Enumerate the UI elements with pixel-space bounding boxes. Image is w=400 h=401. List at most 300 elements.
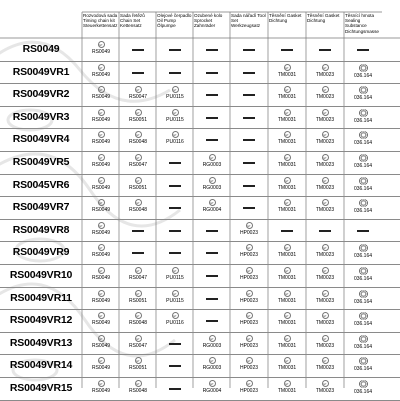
table-cell (83, 242, 119, 263)
part-number: TM0023 (315, 252, 335, 259)
brand-logo-icon: ET (322, 244, 329, 251)
part-number: RS0049 (91, 320, 111, 327)
table-cell (194, 355, 230, 376)
part-number: RG0003 (202, 342, 222, 349)
table-row (0, 309, 400, 333)
part-number: HP0023 (239, 275, 259, 281)
table-cell (83, 378, 119, 399)
table-row (0, 354, 400, 378)
sealant-icon (359, 109, 368, 117)
table-cell (157, 62, 193, 83)
part-number: 036.164 (353, 163, 373, 169)
part-number: RS0047 (128, 342, 148, 349)
brand-logo-icon: ET (322, 267, 329, 274)
brand-logo-icon: ET (135, 290, 142, 297)
kit-code: RS0049VR3 (12, 110, 70, 123)
table-cell (157, 39, 193, 60)
table-cell (120, 62, 156, 83)
sealant-icon (359, 290, 368, 298)
table-cell (345, 288, 381, 309)
kit-code: RS0049VR4 (12, 133, 70, 146)
part-number: 036.164 (353, 140, 373, 147)
not-included-dash (169, 230, 181, 232)
not-included-dash (357, 230, 369, 232)
brand-logo-icon: ET (98, 131, 105, 138)
table-cell (157, 288, 193, 309)
table-cell (194, 288, 230, 309)
table-cell (269, 310, 305, 331)
table-cell (83, 84, 119, 105)
brand-logo-icon: ET (172, 290, 179, 297)
brand-logo-icon: ET (284, 290, 291, 297)
part-number: RS0049 (91, 388, 111, 394)
part-number: RS0048 (128, 388, 148, 394)
brand-logo-icon: ET (322, 290, 329, 297)
table-cell (194, 175, 230, 196)
not-included-dash (243, 207, 255, 209)
table-cell (120, 175, 156, 196)
table-cell (157, 265, 193, 286)
kit-code: RS0049VR5 (12, 156, 70, 168)
table-cell (83, 265, 119, 286)
part-number: RS0049 (91, 275, 111, 281)
part-number: HP0023 (239, 229, 259, 236)
part-number: RG0004 (202, 388, 222, 394)
sealant-icon (359, 312, 368, 320)
column-header-3: Olejové čerpadlo Oil Pump Ölpumpe (157, 13, 192, 29)
brand-logo-icon: ET (98, 312, 105, 319)
part-number: PU0115 (166, 275, 184, 281)
part-number: RS0049 (91, 252, 111, 259)
brand-logo-icon: ET (135, 267, 142, 274)
table-cell (157, 129, 193, 150)
part-number: TM0023 (315, 139, 335, 146)
brand-logo-icon: ET (98, 380, 105, 387)
brand-logo-icon: ET (246, 357, 253, 364)
not-included-dash (169, 185, 181, 187)
table-cell (157, 242, 193, 263)
not-included-dash (206, 49, 218, 51)
table-row (0, 377, 400, 401)
part-number: RS0047 (128, 275, 148, 281)
table-cell (83, 333, 119, 354)
part-number: TM0023 (315, 116, 335, 123)
brand-logo-icon: ET (135, 86, 142, 93)
part-number: 036.164 (353, 185, 373, 192)
part-number: TM0031 (277, 139, 297, 146)
part-number: TM0023 (315, 207, 335, 214)
table-cell (231, 288, 267, 309)
part-number: TM0031 (277, 297, 297, 304)
part-number: TM0023 (315, 184, 335, 191)
brand-logo-icon: ET (284, 177, 291, 184)
sealant-icon (359, 131, 368, 139)
part-number: TM0031 (277, 388, 297, 394)
part-number: TM0031 (277, 275, 297, 281)
not-included-dash (281, 230, 293, 232)
brand-logo-icon: ET (284, 86, 291, 93)
table-cell (83, 288, 119, 309)
table-cell (269, 84, 305, 105)
part-number: 036.164 (353, 72, 373, 79)
part-number: RS0048 (128, 320, 148, 327)
sealant-icon (359, 199, 368, 207)
part-number: TM0031 (277, 320, 297, 327)
not-included-dash (169, 49, 181, 51)
table-cell (194, 378, 230, 399)
sealant-icon (359, 380, 368, 388)
brand-logo-icon: ET (284, 312, 291, 319)
brand-logo-icon: ET (98, 177, 105, 184)
table-cell (120, 333, 156, 354)
part-number: RS0049 (91, 71, 111, 78)
kit-code: RS0049 (22, 43, 60, 55)
table-cell (269, 129, 305, 150)
brand-logo-icon: ET (135, 312, 142, 319)
part-number: TM0023 (315, 342, 335, 349)
part-number: TM0031 (277, 342, 297, 349)
table-cell (231, 265, 267, 286)
brand-logo-icon: ET (98, 222, 105, 229)
part-number: TM0031 (277, 116, 297, 123)
brand-logo-icon: ET (209, 335, 216, 342)
part-number: PU0116 (166, 320, 184, 327)
table-cell (231, 378, 267, 399)
table-cell (194, 62, 230, 83)
part-number: TM0031 (277, 71, 297, 78)
column-header-7: Těsnění Gasket Dichtung (307, 13, 340, 24)
brand-logo-icon: ET (98, 335, 105, 342)
table-row (0, 174, 400, 198)
part-number: HP0023 (239, 342, 259, 349)
not-included-dash (319, 230, 331, 232)
table-cell (194, 129, 230, 150)
brand-logo-icon: ET (322, 109, 329, 116)
table-cell (345, 265, 381, 286)
table-cell (231, 152, 267, 173)
table-cell (120, 288, 156, 309)
brand-logo-icon: ET (98, 41, 105, 48)
not-included-dash (132, 230, 144, 232)
part-number: 036.164 (353, 117, 373, 124)
kit-code: RS0049VR14 (9, 359, 73, 372)
kit-code: RS0049VR2 (12, 88, 70, 101)
not-included-dash (206, 72, 218, 74)
part-number: TM0023 (315, 365, 335, 372)
table-cell (345, 378, 381, 399)
sealant-icon (359, 357, 368, 365)
kit-code: RS0049VR13 (9, 336, 73, 349)
parts-table-body (0, 38, 400, 400)
not-included-dash (206, 94, 218, 96)
table-cell (231, 39, 267, 60)
table-cell (345, 355, 381, 376)
brand-logo-icon: ET (246, 267, 253, 274)
part-number: RG0003 (202, 184, 222, 191)
part-number: RG0004 (202, 207, 222, 214)
brand-logo-icon: ET (209, 154, 216, 161)
table-header (0, 0, 400, 40)
table-cell (307, 62, 343, 83)
table-cell (345, 242, 381, 263)
part-number: 036.164 (353, 343, 373, 350)
part-number: RS0049 (91, 162, 111, 168)
table-cell (83, 129, 119, 150)
brand-logo-icon: ET (172, 312, 179, 319)
brand-logo-icon: ET (322, 64, 329, 71)
table-cell (231, 129, 267, 150)
table-cell (194, 333, 230, 354)
brand-logo-icon: ET (135, 154, 142, 161)
brand-logo-icon: ET (284, 335, 291, 342)
table-cell (194, 265, 230, 286)
part-number: TM0031 (277, 184, 297, 191)
part-number: RS0049 (91, 297, 111, 304)
table-row (0, 241, 400, 265)
not-included-dash (206, 320, 218, 322)
table-cell (157, 378, 193, 399)
table-cell (269, 107, 305, 128)
table-cell (345, 310, 381, 331)
table-cell (269, 355, 305, 376)
part-number: RS0049 (91, 342, 111, 349)
brand-logo-icon: ET (284, 131, 291, 138)
not-included-dash (206, 230, 218, 232)
table-cell (157, 84, 193, 105)
table-cell (83, 197, 119, 218)
part-number: TM0023 (315, 71, 335, 78)
table-cell (157, 220, 193, 241)
part-number: RS0051 (128, 297, 148, 304)
table-cell (194, 310, 230, 331)
table-row (0, 264, 400, 288)
not-included-dash (243, 94, 255, 96)
brand-logo-icon: ET (135, 199, 142, 206)
brand-logo-icon: ET (172, 86, 179, 93)
sealant-icon (359, 267, 368, 275)
table-cell (231, 175, 267, 196)
part-number: HP0023 (239, 365, 259, 372)
brand-logo-icon: ET (98, 290, 105, 297)
part-number: TM0031 (277, 252, 297, 259)
not-included-dash (132, 72, 144, 74)
table-cell (269, 288, 305, 309)
table-cell (157, 333, 193, 354)
brand-logo-icon: ET (172, 267, 179, 274)
table-cell (83, 310, 119, 331)
not-included-dash (206, 139, 218, 141)
not-included-dash (206, 252, 218, 254)
brand-logo-icon: ET (284, 64, 291, 71)
table-cell (231, 197, 267, 218)
brand-logo-icon: ET (246, 290, 253, 297)
part-number: 036.164 (353, 366, 373, 373)
brand-logo-icon: ET (322, 131, 329, 138)
table-cell (231, 84, 267, 105)
sealant-icon (359, 335, 368, 343)
table-cell (269, 39, 305, 60)
table-cell (120, 107, 156, 128)
table-row (0, 106, 400, 130)
brand-logo-icon: ET (322, 312, 329, 319)
table-cell (269, 152, 305, 173)
table-cell (307, 107, 343, 128)
brand-logo-icon: ET (322, 199, 329, 206)
part-number: 036.164 (353, 276, 373, 282)
brand-logo-icon: ET (135, 380, 142, 387)
part-number: HP0023 (239, 297, 259, 304)
not-included-dash (169, 388, 181, 390)
part-number: TM0023 (315, 297, 335, 304)
table-cell (120, 378, 156, 399)
table-cell (194, 242, 230, 263)
table-cell (120, 152, 156, 173)
not-included-dash (243, 139, 255, 141)
brand-logo-icon: ET (135, 109, 142, 116)
part-number: TM0023 (315, 320, 335, 327)
table-cell (120, 197, 156, 218)
part-number: 036.164 (353, 208, 373, 215)
table-row (0, 38, 400, 62)
table-cell (345, 129, 381, 150)
table-cell (157, 310, 193, 331)
brand-logo-icon: ET (209, 357, 216, 364)
part-number: RS0049 (91, 49, 111, 55)
part-number: PU0115 (166, 94, 184, 101)
table-cell (231, 333, 267, 354)
table-cell (307, 39, 343, 60)
table-cell (345, 39, 381, 60)
brand-logo-icon: ET (284, 199, 291, 206)
part-number: RS0051 (128, 116, 148, 123)
table-cell (231, 62, 267, 83)
table-cell (269, 265, 305, 286)
brand-logo-icon: ET (135, 335, 142, 342)
brand-logo-icon: ET (172, 131, 179, 138)
column-header-4: Ozubené kolo Sprocket Zahnräder (194, 13, 223, 29)
not-included-dash (169, 365, 181, 367)
table-cell (307, 175, 343, 196)
table-cell (307, 129, 343, 150)
brand-logo-icon: ET (98, 267, 105, 274)
brand-logo-icon: ET (284, 154, 291, 161)
table-cell (231, 355, 267, 376)
brand-logo-icon: ET (135, 357, 142, 364)
brand-logo-icon: ET (98, 357, 105, 364)
part-number: RS0048 (128, 139, 148, 146)
brand-logo-icon: ET (322, 154, 329, 161)
part-number: RS0049 (91, 365, 111, 372)
table-cell (194, 107, 230, 128)
table-cell (307, 355, 343, 376)
part-number: 036.164 (353, 389, 373, 395)
table-cell (157, 197, 193, 218)
table-cell (269, 378, 305, 399)
table-cell (157, 152, 193, 173)
table-cell (231, 242, 267, 263)
sealant-icon (359, 86, 368, 94)
kit-code: RS0049VR11 (10, 291, 72, 304)
part-number: TM0023 (315, 388, 335, 394)
not-included-dash (169, 252, 181, 254)
not-included-dash (206, 117, 218, 119)
table-row (0, 151, 400, 175)
kit-code: RS0049VR10 (9, 269, 73, 281)
table-cell (120, 265, 156, 286)
table-cell (83, 39, 119, 60)
table-cell (120, 84, 156, 105)
not-included-dash (281, 49, 293, 51)
brand-logo-icon: ET (322, 357, 329, 364)
table-row (0, 61, 400, 85)
table-cell (345, 333, 381, 354)
brand-logo-icon: ET (322, 380, 329, 387)
brand-logo-icon: ET (322, 177, 329, 184)
part-number: TM0023 (315, 162, 335, 168)
table-cell (307, 333, 343, 354)
part-number: HP0023 (239, 388, 259, 394)
part-number: PU0116 (166, 139, 184, 146)
table-row (0, 287, 400, 311)
table-cell (345, 152, 381, 173)
kit-code: RS0049VR9 (12, 246, 70, 259)
brand-logo-icon: ET (284, 109, 291, 116)
not-included-dash (243, 185, 255, 187)
not-included-dash (243, 162, 255, 164)
part-number: TM0031 (277, 207, 297, 214)
part-number: RS0051 (128, 365, 148, 372)
table-cell (307, 288, 343, 309)
table-cell (269, 333, 305, 354)
part-number: TM0031 (277, 162, 297, 168)
not-included-dash (132, 252, 144, 254)
table-cell (345, 175, 381, 196)
part-number: PU0115 (166, 297, 184, 304)
table-cell (120, 129, 156, 150)
not-included-dash (169, 343, 181, 345)
table-cell (345, 62, 381, 83)
part-number: RG0003 (202, 365, 222, 372)
part-number: TM0023 (315, 94, 335, 101)
table-cell (269, 220, 305, 241)
table-cell (269, 175, 305, 196)
brand-logo-icon: ET (209, 177, 216, 184)
brand-logo-icon: ET (246, 222, 253, 229)
column-header-2: Sada řetězů Chain Set Kettensatz (120, 13, 145, 29)
brand-logo-icon: ET (246, 380, 253, 387)
part-number: HP0023 (239, 252, 259, 259)
table-cell (194, 197, 230, 218)
table-row (0, 219, 400, 243)
table-cell (120, 242, 156, 263)
brand-logo-icon: ET (172, 109, 179, 116)
table-cell (120, 355, 156, 376)
column-header-6: Těsnění Gasket Dichtung (269, 13, 302, 24)
table-cell (157, 175, 193, 196)
table-row (0, 128, 400, 152)
brand-logo-icon: ET (246, 312, 253, 319)
not-included-dash (206, 275, 218, 277)
table-cell (269, 242, 305, 263)
table-cell (307, 242, 343, 263)
part-number: TM0031 (277, 365, 297, 372)
part-number: 036.164 (353, 321, 373, 328)
table-cell (307, 265, 343, 286)
table-row (0, 83, 400, 107)
not-included-dash (243, 117, 255, 119)
table-row (0, 196, 400, 220)
not-included-dash (169, 72, 181, 74)
